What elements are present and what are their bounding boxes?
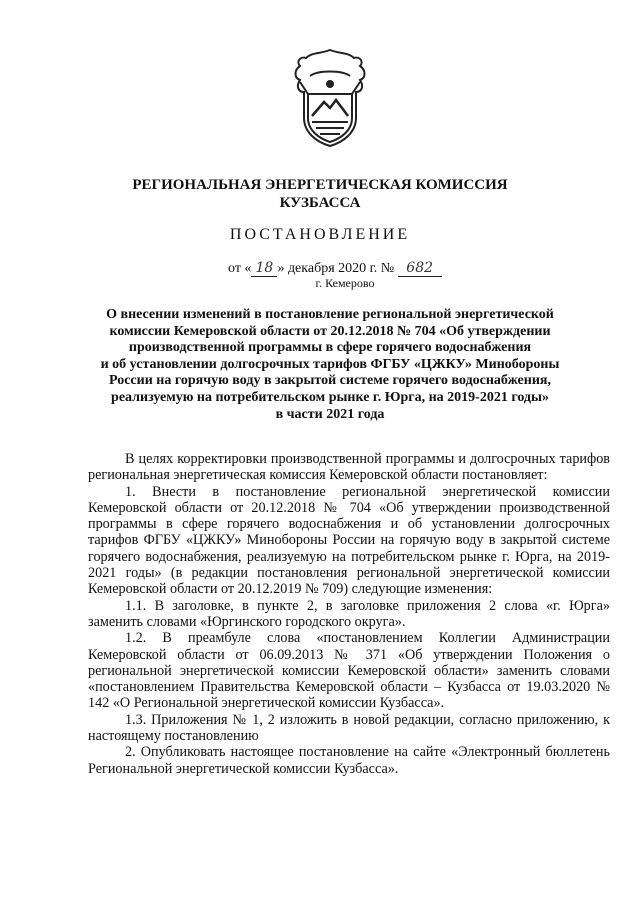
kuzbass-emblem-icon bbox=[290, 48, 370, 148]
title-line: комиссии Кемеровской области от 20.12.2018 № 704 «Об утверждении bbox=[109, 323, 551, 339]
title-line: О внесении изменений в постановление региональной энергетической bbox=[106, 307, 554, 322]
clause-1-2-paragraph: 1.2. В преамбуле слова «постановлением Коллегии Администрации Кемеровской области от 06.09.2013 № 371 «Об утверждении Положения о региональной энергетической комиссии Кемеровской области» заменить словами «постановлением Правительства Кемеровской области – Кузбасса от 19.03.2020 № 142 «О Региональной энергетической комиссии Кузбасса». bbox=[88, 630, 610, 712]
clause-2-paragraph: 2. Опубликовать настоящее постановление на сайте «Электронный бюллетень Региональной энергетической комиссии Кузбасса». bbox=[88, 744, 610, 777]
title-line: в части 2021 года bbox=[275, 406, 385, 422]
date-day-handwritten: 18 bbox=[251, 260, 277, 277]
document-number-handwritten: 682 bbox=[398, 260, 442, 277]
title-line: и об установлении долгосрочных тарифов ФГБУ «ЦЖКУ» Минобороны bbox=[100, 356, 560, 372]
city: г. Кемерово bbox=[315, 276, 375, 290]
org-name-line-1: РЕГИОНАЛЬНАЯ ЭНЕРГЕТИЧЕСКАЯ КОМИССИЯ bbox=[132, 177, 508, 193]
title-line: реализуемую на потребительском рынке г. Юрга, на 2019-2021 годы» bbox=[111, 389, 549, 405]
clause-1-3-paragraph: 1.3. Приложения № 1, 2 изложить в новой редакции, согласно приложению, к настоящему постановлению bbox=[88, 711, 610, 745]
resolution-title bbox=[90, 307, 570, 423]
date-prefix: от « bbox=[228, 261, 252, 276]
org-name-line-2: КУЗБАССА bbox=[279, 195, 361, 211]
resolution-body bbox=[88, 451, 610, 777]
title-line: производственной программы в сфере горячего водоснабжения bbox=[128, 340, 532, 356]
preamble-paragraph: В целях корректировки производственной программы и долгосрочных тарифов региональная энергетическая комиссия Кемеровской области постановляет: bbox=[88, 451, 610, 484]
title-line: России на горячую воду в закрытой системе горячего водоснабжения, bbox=[109, 373, 551, 389]
date-line bbox=[228, 260, 442, 277]
clause-1-1-paragraph: 1.1. В заголовке, в пункте 2, в заголовке приложения 2 слова «г. Юрга» заменить словами «Юргинского городского округа». bbox=[88, 597, 610, 630]
date-rest: » декабря 2020 г. № bbox=[277, 261, 395, 276]
document-type: ПОСТАНОВЛЕНИЕ bbox=[229, 226, 411, 243]
clause-1-paragraph: 1. Внести в постановление региональной энергетической комиссии Кемеровской области от 20.12.2018 № 704 «Об утверждении производственной программы в сфере горячего водоснабжения и об установлении долгосрочных тарифов ФГБУ «ЦЖКУ» Минобороны России на горячую воду в закрытой системе горячего водоснабжения, реализуемую на потребительском рынке г. Юрга, на 2019-2021 годы» (в редакции постановления региональной энергетической комиссии Кемеровской области от 20.12.2019 № 709) следующие изменения: bbox=[88, 483, 610, 598]
